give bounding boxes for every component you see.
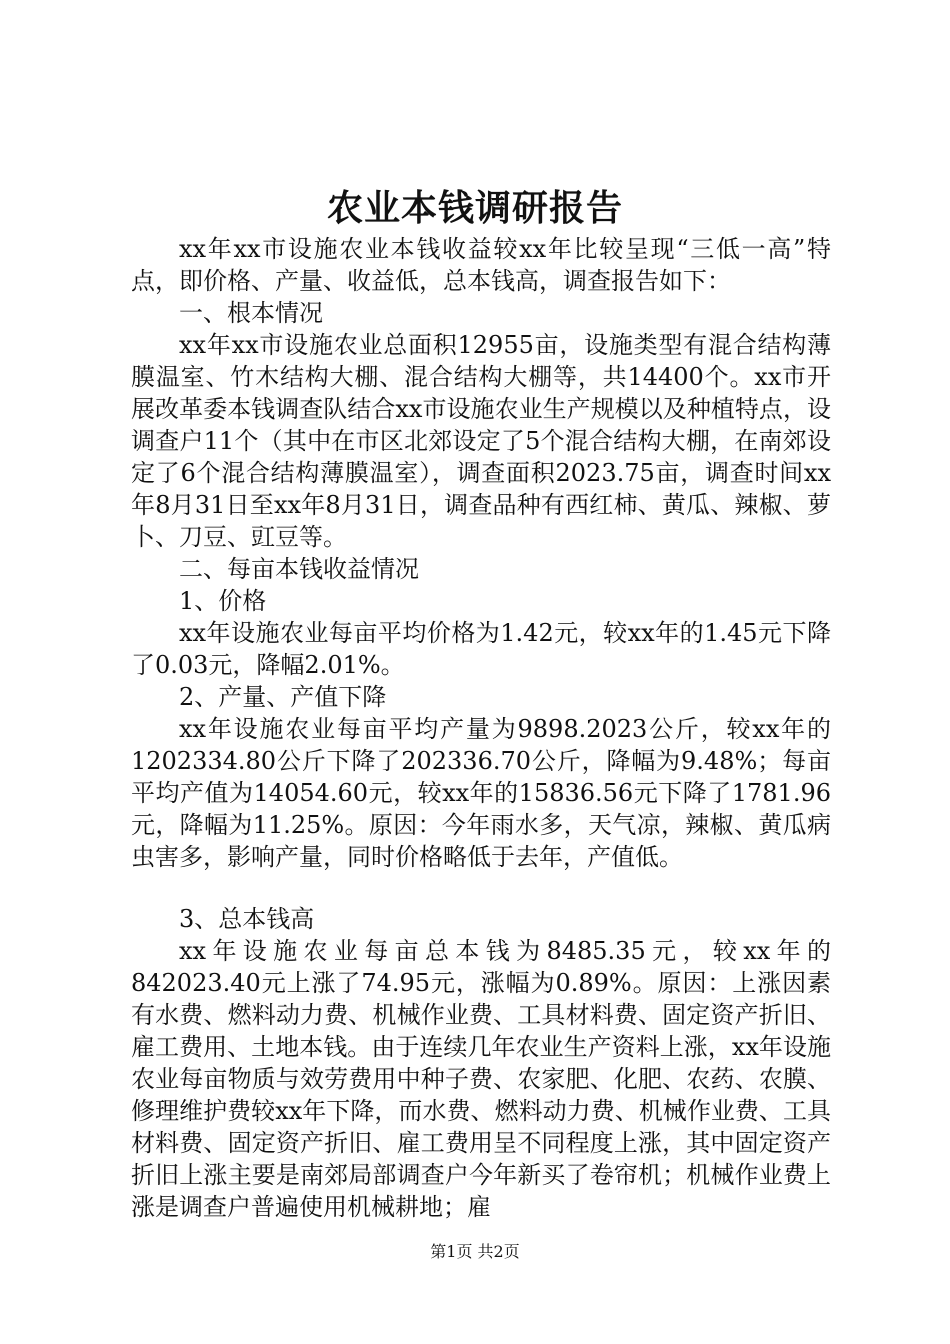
basic-situation-paragraph: xx年xx市设施农业总面积12955亩，设施类型有混合结构薄膜温室、竹木结构大棚、混合结构大棚等，共14400个。xx市开展改革委本钱调查队结合xx市设施农业生产规模以及种植特点，设调查户11个（其中在市区北郊设定了5个混合结构大棚，在南郊设定了6个混合结构薄膜温室），调查面积2023.75亩，调查时间xx年8月31日至xx年8月31日，调查品种有西红柿、黄瓜、辣椒、萝卜、刀豆、豇豆等。 <box>131 331 831 551</box>
subheading-output: 2、产量、产值下降 <box>179 683 387 711</box>
section-heading-basic: 一、根本情况 <box>179 299 323 327</box>
output-paragraph: xx年设施农业每亩平均产量为9898.2023公斤，较xx年的1202334.80公斤下降了202336.70公斤，降幅为9.48%；每亩平均产值为14054.60元，较xx年的15836.56元下降了1781.96元，降幅为11.25%。原因：今年雨水多，天气凉，辣椒、黄瓜病虫害多，影响产量，同时价格略低于去年，产值低。 <box>131 715 831 871</box>
price-paragraph: xx年设施农业每亩平均价格为1.42元，较xx年的1.45元下降了0.03元，降幅2.01%。 <box>131 619 831 679</box>
subheading-price: 1、价格 <box>179 587 267 615</box>
subheading-total-cost: 3、总本钱高 <box>179 905 315 933</box>
document-title: 农业本钱调研报告 <box>326 187 623 229</box>
document-body <box>131 233 831 1223</box>
page-footer: 第1页 共2页 <box>430 1242 520 1261</box>
section-heading-cost-benefit: 二、每亩本钱收益情况 <box>179 555 419 583</box>
intro-paragraph: xx年xx市设施农业本钱收益较xx年比较呈现“三低一高”特点，即价格、产量、收益低，总本钱高，调查报告如下： <box>131 235 831 295</box>
total-cost-paragraph: xx年设施农业每亩总本钱为8485.35元，较xx年的842023.40元上涨了74.95元，涨幅为0.89%。原因：上涨因素有水费、燃料动力费、机械作业费、工具材料费、固定资产折旧、雇工费用、土地本钱。由于连续几年农业生产资料上涨，xx年设施农业每亩物质与效劳费用中种子费、农家肥、化肥、农药、农膜、修理维护费较xx年下降，而水费、燃料动力费、机械作业费、工具材料费、固定资产折旧、雇工费用呈不同程度上涨，其中固定资产折旧上涨主要是南郊局部调查户今年新买了卷帘机；机械作业费上涨是调查户普遍使用机械耕地；雇 <box>131 937 831 1221</box>
